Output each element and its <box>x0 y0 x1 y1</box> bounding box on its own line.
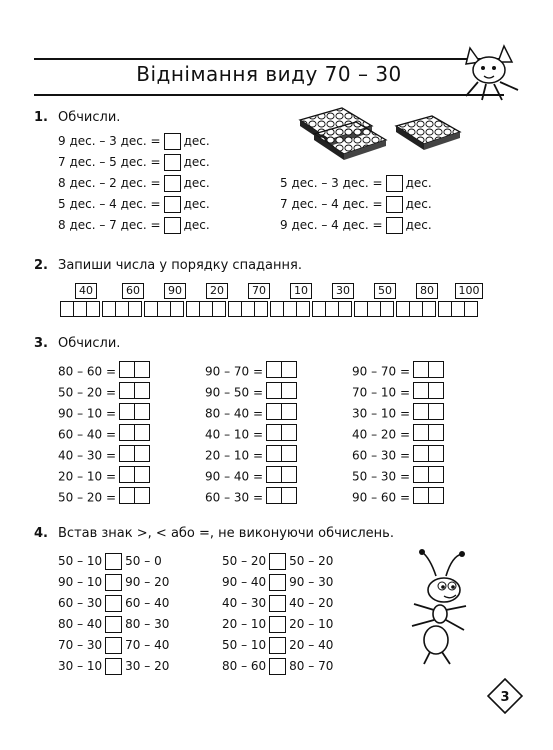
answer-cells[interactable] <box>312 301 351 316</box>
egg-trays-illustration <box>290 104 470 164</box>
left-expr: 90 – 40 <box>222 575 267 589</box>
answer-cells[interactable] <box>228 301 267 316</box>
answer-box[interactable] <box>386 217 403 234</box>
right-expr: 90 – 20 <box>125 575 170 589</box>
left-expr: 50 – 20 <box>222 554 267 568</box>
number-chip: 10 <box>290 283 312 299</box>
expr: 90 – 40 = <box>205 469 264 484</box>
task3-column-2 <box>205 361 296 505</box>
answer-box[interactable] <box>164 196 181 213</box>
answer-cells[interactable] <box>413 382 443 404</box>
task1-number: 1. <box>34 110 48 125</box>
answer-cells[interactable] <box>119 466 149 488</box>
answer-cells[interactable] <box>119 382 149 404</box>
answer-box[interactable] <box>164 154 181 171</box>
expr: 20 – 10 = <box>58 469 117 484</box>
task2-instruction: Запиши числа у порядку спадання. <box>58 258 302 273</box>
answer-cells[interactable] <box>266 445 296 467</box>
task4-column-1 <box>58 552 169 675</box>
answer-cells[interactable] <box>396 301 435 316</box>
expr: 60 – 40 = <box>58 427 117 442</box>
answer-box[interactable] <box>386 175 403 192</box>
expr: 30 – 10 = <box>352 406 411 421</box>
right-expr: 50 – 20 <box>289 554 334 568</box>
answer-cells[interactable] <box>266 382 296 404</box>
answer-cells[interactable] <box>119 487 149 509</box>
answer-cells[interactable] <box>266 466 296 488</box>
right-expr: 80 – 70 <box>289 659 334 673</box>
answer-cells[interactable] <box>119 403 149 425</box>
sign-box[interactable] <box>269 637 286 654</box>
expr: 5 дес. – 3 дес. = <box>280 176 383 190</box>
answer-box[interactable] <box>164 133 181 150</box>
answer-cells[interactable] <box>186 301 225 316</box>
answer-cells[interactable] <box>266 424 296 446</box>
answer-cells[interactable] <box>413 445 443 467</box>
title-top-rule <box>34 58 504 60</box>
answer-cells[interactable] <box>438 301 477 316</box>
page-title: Віднімання виду 70 – 30 <box>136 62 402 86</box>
left-expr: 50 – 10 <box>58 554 103 568</box>
answer-cells[interactable] <box>102 301 141 316</box>
task1-right-column <box>280 174 432 234</box>
unit: дес. <box>183 218 210 232</box>
answer-cells[interactable] <box>266 403 296 425</box>
number-chip: 80 <box>416 283 438 299</box>
unit: дес. <box>183 176 210 190</box>
expr: 90 – 10 = <box>58 406 117 421</box>
sign-box[interactable] <box>269 616 286 633</box>
task4-number: 4. <box>34 526 48 541</box>
expr: 8 дес. – 2 дес. = <box>58 176 161 190</box>
answer-cells[interactable] <box>413 466 443 488</box>
expr: 90 – 70 = <box>352 364 411 379</box>
ant-mascot-icon <box>400 548 480 668</box>
expr: 40 – 30 = <box>58 448 117 463</box>
answer-cells[interactable] <box>119 361 149 383</box>
number-chip: 40 <box>75 283 97 299</box>
task3-instruction: Обчисли. <box>58 336 121 351</box>
page-number-badge <box>487 678 523 714</box>
right-expr: 50 – 0 <box>125 554 162 568</box>
answer-cells[interactable] <box>119 424 149 446</box>
left-expr: 90 – 10 <box>58 575 103 589</box>
number-chip: 90 <box>164 283 186 299</box>
expr: 80 – 40 = <box>205 406 264 421</box>
answer-cells[interactable] <box>144 301 183 316</box>
number-chip: 20 <box>206 283 228 299</box>
left-expr: 50 – 10 <box>222 638 267 652</box>
expr: 8 дес. – 7 дес. = <box>58 218 161 232</box>
expr: 7 дес. – 4 дес. = <box>280 197 383 211</box>
right-expr: 90 – 30 <box>289 575 334 589</box>
task2-number: 2. <box>34 258 48 273</box>
answer-cells[interactable] <box>413 361 443 383</box>
left-expr: 70 – 30 <box>58 638 103 652</box>
sign-box[interactable] <box>105 553 122 570</box>
unit: дес. <box>183 155 210 169</box>
sign-box[interactable] <box>105 637 122 654</box>
unit: дес. <box>405 197 432 211</box>
right-expr: 60 – 40 <box>125 596 170 610</box>
left-expr: 80 – 60 <box>222 659 267 673</box>
answer-cells[interactable] <box>266 361 296 383</box>
expr: 40 – 20 = <box>352 427 411 442</box>
sign-box[interactable] <box>105 616 122 633</box>
answer-cells[interactable] <box>60 301 99 316</box>
expr: 90 – 70 = <box>205 364 264 379</box>
right-expr: 80 – 30 <box>125 617 170 631</box>
expr: 20 – 10 = <box>205 448 264 463</box>
left-expr: 20 – 10 <box>222 617 267 631</box>
sign-box[interactable] <box>105 658 122 675</box>
expr: 60 – 30 = <box>205 490 264 505</box>
right-expr: 20 – 40 <box>289 638 334 652</box>
task4-instruction: Встав знак >, < або =, не виконуючи обчислень. <box>58 526 394 541</box>
task3-column-3 <box>352 361 443 505</box>
left-expr: 40 – 30 <box>222 596 267 610</box>
answer-cells[interactable] <box>270 301 309 316</box>
expr: 50 – 20 = <box>58 385 117 400</box>
expr: 50 – 20 = <box>58 490 117 505</box>
right-expr: 40 – 20 <box>289 596 334 610</box>
expr: 40 – 10 = <box>205 427 264 442</box>
unit: дес. <box>405 218 432 232</box>
expr: 70 – 10 = <box>352 385 411 400</box>
fox-mascot-icon <box>456 40 524 102</box>
answer-box[interactable] <box>386 196 403 213</box>
unit: дес. <box>405 176 432 190</box>
answer-cells[interactable] <box>413 403 443 425</box>
answer-cells[interactable] <box>266 487 296 509</box>
task1-left-column <box>58 132 210 234</box>
answer-cells[interactable] <box>413 424 443 446</box>
number-chip: 100 <box>455 283 483 299</box>
expr: 7 дес. – 5 дес. = <box>58 155 161 169</box>
number-chip: 50 <box>374 283 396 299</box>
left-expr: 80 – 40 <box>58 617 103 631</box>
answer-cells[interactable] <box>354 301 393 316</box>
sign-box[interactable] <box>269 553 286 570</box>
left-expr: 30 – 10 <box>58 659 103 673</box>
expr: 90 – 60 = <box>352 490 411 505</box>
page-number: 3 <box>500 690 510 705</box>
task3-column-1 <box>58 361 149 505</box>
expr: 90 – 50 = <box>205 385 264 400</box>
title-bottom-rule <box>34 94 504 96</box>
expr: 80 – 60 = <box>58 364 117 379</box>
task1-instruction: Обчисли. <box>58 110 121 125</box>
sign-box[interactable] <box>269 595 286 612</box>
right-expr: 20 – 10 <box>289 617 334 631</box>
number-chip: 30 <box>332 283 354 299</box>
right-expr: 70 – 40 <box>125 638 170 652</box>
number-chip: 60 <box>122 283 144 299</box>
answer-cells[interactable] <box>413 487 443 509</box>
expr: 50 – 30 = <box>352 469 411 484</box>
left-expr: 60 – 30 <box>58 596 103 610</box>
answer-box[interactable] <box>164 217 181 234</box>
title-band <box>34 58 504 96</box>
unit: дес. <box>183 134 210 148</box>
number-chip: 70 <box>248 283 270 299</box>
sign-box[interactable] <box>269 574 286 591</box>
expr: 9 дес. – 4 дес. = <box>280 218 383 232</box>
task4-column-2 <box>222 552 333 675</box>
sign-box[interactable] <box>105 574 122 591</box>
answer-box[interactable] <box>164 175 181 192</box>
unit: дес. <box>183 197 210 211</box>
answer-cells[interactable] <box>119 445 149 467</box>
expr: 60 – 30 = <box>352 448 411 463</box>
right-expr: 30 – 20 <box>125 659 170 673</box>
expr: 9 дес. – 3 дес. = <box>58 134 161 148</box>
task3-number: 3. <box>34 336 48 351</box>
sign-box[interactable] <box>105 595 122 612</box>
expr: 5 дес. – 4 дес. = <box>58 197 161 211</box>
sign-box[interactable] <box>269 658 286 675</box>
